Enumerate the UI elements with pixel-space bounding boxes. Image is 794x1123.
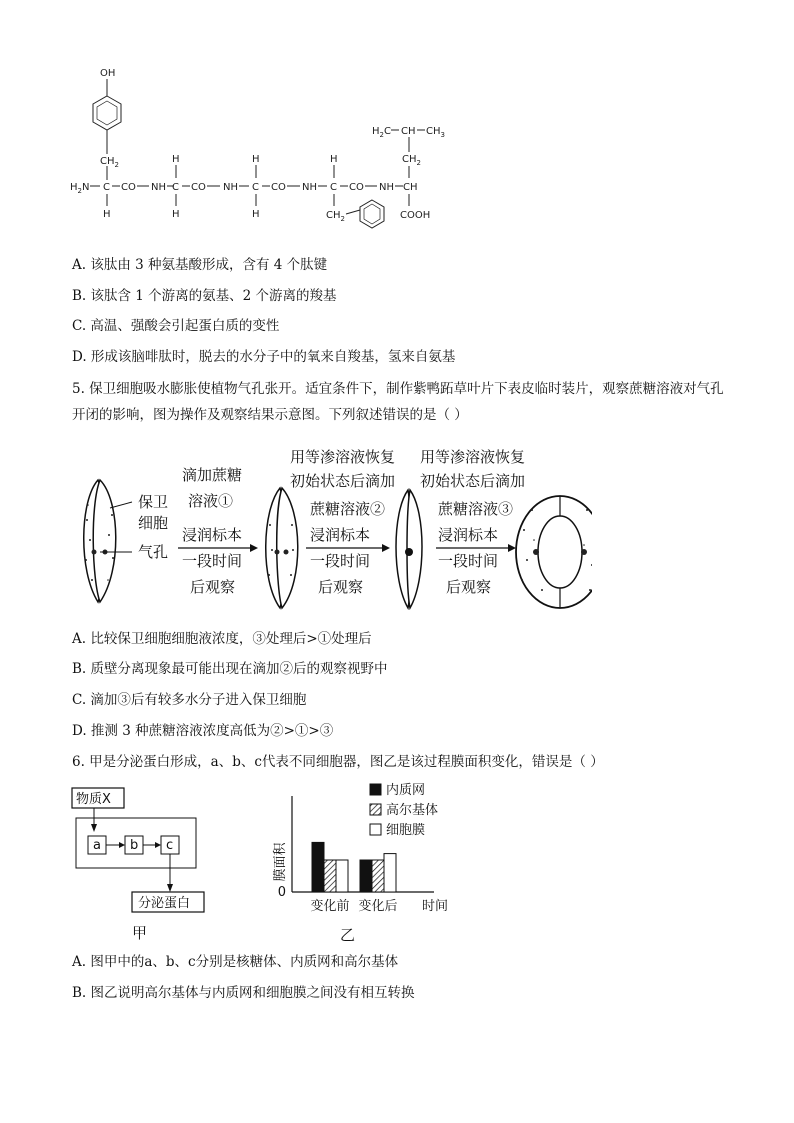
legend-label: 内质网 — [386, 783, 426, 798]
step2-line3: 蔗糖溶液② — [310, 500, 386, 518]
c2: C — [172, 182, 179, 193]
ch2-tyr: $CH_2$ — [100, 156, 119, 169]
label-guard-cell-1: 保卫 — [138, 493, 169, 511]
bar-0-2 — [336, 860, 348, 892]
legend-label: 高尔基体 — [386, 803, 439, 818]
step3-line1: 用等渗溶液恢复 — [420, 448, 526, 466]
figure-jia — [68, 784, 248, 944]
bar-1-2 — [384, 854, 396, 892]
x-tick-label: 变化后 — [358, 899, 398, 914]
h-g1-top: H — [172, 154, 180, 165]
h2n-label: $H_2N$ — [70, 182, 90, 195]
cooh-label: COOH — [400, 210, 431, 221]
bar-0-1 — [324, 860, 336, 892]
iso-top: $H_2C$ — [372, 126, 391, 139]
c4: C — [330, 182, 337, 193]
co3: CO — [271, 182, 286, 193]
step2-line4: 浸润标本 — [310, 526, 371, 544]
h-g2-top: H — [252, 154, 260, 165]
figure-jia-caption: 甲 — [132, 924, 148, 942]
bar-1-0 — [360, 860, 372, 892]
step2-line5: 一段时间 — [310, 552, 371, 570]
c3: C — [252, 182, 259, 193]
legend-swatch — [370, 784, 381, 795]
co1: CO — [121, 182, 136, 193]
step1-line2: 溶液① — [188, 492, 234, 510]
nh2: NH — [223, 182, 238, 193]
step1-line5: 后观察 — [190, 578, 236, 596]
y-axis-label: 膜面积 — [273, 842, 288, 882]
q4-option-b: B. 该肽含 1 个游离的氨基、2 个游离的羧基 — [72, 288, 337, 304]
figure-yi-bar-chart — [262, 778, 462, 948]
stoma-initial — [84, 480, 116, 602]
ch2-leu: $CH_2$ — [402, 154, 421, 167]
ch2-phe: $CH_2$ — [326, 210, 345, 223]
c1: C — [103, 182, 110, 193]
co2: CO — [191, 182, 206, 193]
q6-option-a: A. 图甲中的a、b、c分别是核糖体、内质网和高尔基体 — [72, 954, 399, 970]
h-g2-bottom: H — [252, 209, 260, 220]
q4-option-d: D. 形成该脑啡肽时，脱去的水分子中的氧来自羧基，氢来自氨基 — [72, 349, 456, 365]
nh3: NH — [302, 182, 317, 193]
organelle-b: b — [130, 838, 139, 853]
legend-label: 细胞膜 — [386, 823, 426, 838]
step3-line5: 一段时间 — [438, 552, 499, 570]
step2-line6: 后观察 — [318, 578, 364, 596]
h-g1-bottom: H — [172, 209, 180, 220]
step3-line2: 初始状态后滴加 — [420, 472, 526, 490]
substance-x: 物质X — [76, 792, 111, 807]
legend-swatch — [370, 804, 381, 815]
oh-label: OH — [100, 68, 116, 79]
step1-line1: 滴加蔗糖 — [182, 466, 243, 484]
label-guard-cell-2: 细胞 — [138, 514, 169, 532]
q6-option-b: B. 图乙说明高尔基体与内质网和细胞膜之间没有相互转换 — [72, 985, 415, 1001]
q5-option-c: C. 滴加③后有较多水分子进入保卫细胞 — [72, 692, 307, 708]
stomata-figure — [72, 440, 592, 610]
step3-line4: 浸润标本 — [438, 526, 499, 544]
co4: CO — [349, 182, 364, 193]
q5-option-a: A. 比较保卫细胞细胞液浓度，③处理后>①处理后 — [72, 631, 372, 647]
bar-0-0 — [312, 842, 324, 892]
label-stoma: 气孔 — [138, 543, 169, 561]
q4-option-a: A. 该肽由 3 种氨基酸形成，含有 4 个肽键 — [72, 257, 328, 273]
origin-label: 0 — [277, 885, 286, 900]
organelle-c: c — [166, 838, 174, 853]
bar-1-1 — [372, 860, 384, 892]
step1-line3: 浸润标本 — [182, 526, 243, 544]
x-axis-label: 时间 — [422, 899, 449, 914]
step2-line1: 用等渗溶液恢复 — [290, 448, 396, 466]
nh4: NH — [379, 182, 394, 193]
step3-line3: 蔗糖溶液③ — [438, 500, 514, 518]
figure-yi-caption: 乙 — [340, 926, 356, 944]
step2-line2: 初始状态后滴加 — [290, 472, 396, 490]
h-c1: H — [103, 209, 111, 220]
stoma-after-2 — [396, 490, 422, 608]
q4-option-c: C. 高温、强酸会引起蛋白质的变性 — [72, 318, 280, 334]
stoma-after-1 — [266, 488, 298, 608]
stoma-after-3 — [516, 496, 592, 608]
step1-line4: 一段时间 — [182, 552, 243, 570]
h-phe-top: H — [330, 154, 338, 165]
q5-option-b: B. 质壁分离现象最可能出现在滴加②后的观察视野中 — [72, 661, 388, 677]
q6-stem: 6. 甲是分泌蛋白形成，a、b、c代表不同细胞器，图乙是该过程膜面积变化，错误是（ ） — [72, 754, 604, 770]
legend-swatch — [370, 824, 381, 835]
q5-stem: 5. 保卫细胞吸水膨胀使植物气孔张开。适宜条件下，制作紫鸭跖草叶片下表皮临时装片，观察蔗糖溶液对气孔开闭的影响，图为操作及观察结果示意图。下列叙述错误的是（ ） — [72, 381, 724, 423]
iso-ch: CH — [401, 126, 416, 137]
ch-leu: CH — [403, 182, 418, 193]
peptide-structure — [60, 62, 460, 244]
step3-line6: 后观察 — [446, 578, 492, 596]
organelle-a: a — [93, 838, 101, 853]
iso-ch3: $CH_3$ — [426, 126, 445, 139]
secreted-protein: 分泌蛋白 — [138, 896, 191, 911]
nh1: NH — [151, 182, 166, 193]
q5-option-d: D. 推测 3 种蔗糖溶液浓度高低为②>①>③ — [72, 723, 334, 739]
x-tick-label: 变化前 — [310, 899, 350, 914]
